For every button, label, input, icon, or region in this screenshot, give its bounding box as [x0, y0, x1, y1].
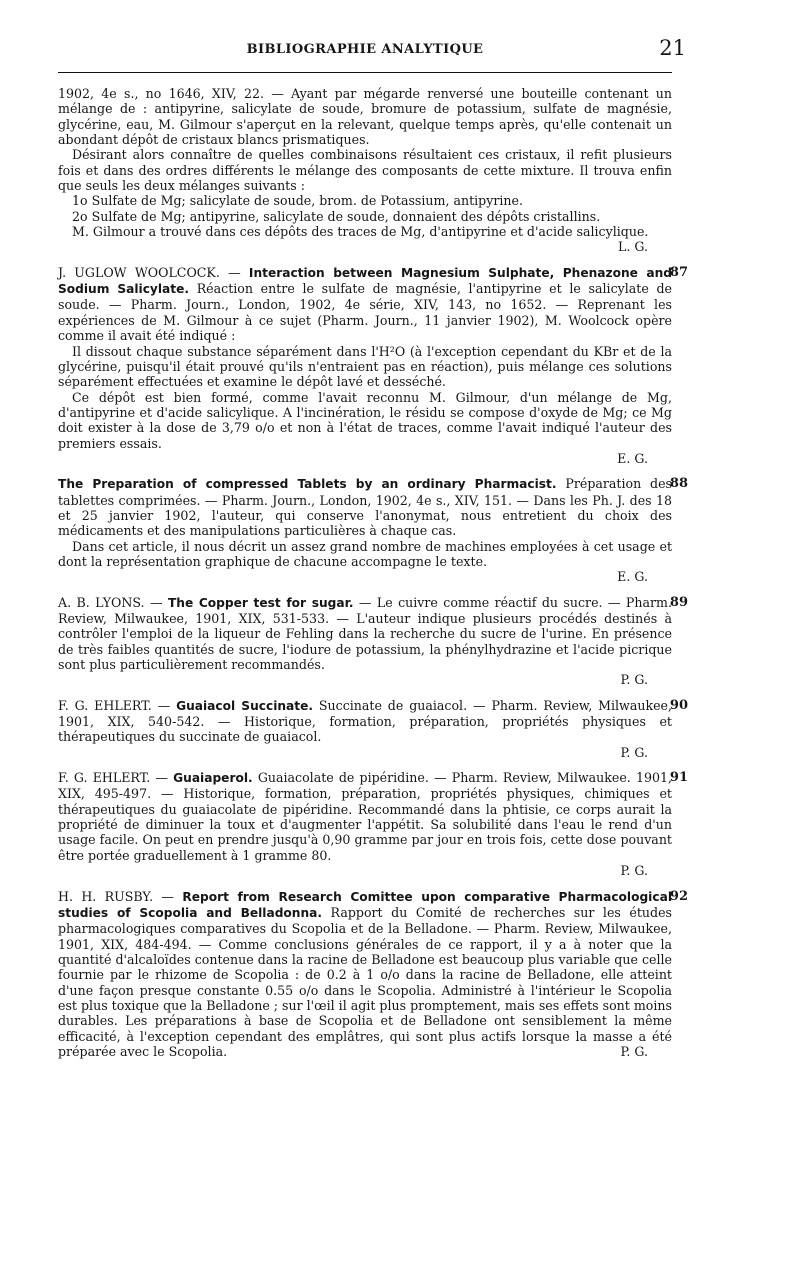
entry-text	[58, 698, 672, 745]
reviewer-initials: P. G.	[620, 672, 648, 688]
entry-author: A. B. LYONS.	[58, 594, 145, 610]
bibliography-entry-88	[58, 476, 688, 585]
paragraph: M. Gilmour a trouvé dans ces dépôts des traces de Mg, d'antipyrine et d'acide salicylique.	[72, 224, 649, 240]
entry-title: Guaiacol Succinate.	[176, 698, 314, 713]
continued-entry	[58, 86, 672, 255]
entry-number: 89	[669, 594, 688, 610]
reviewer-initials: E. G.	[617, 450, 648, 466]
entry-number: 92	[669, 888, 688, 904]
entry-summary: Le cuivre comme réactif du sucre. — Pharm. Review, Milwaukee, 1901, XIX, 531-533. — L'auteur indique plusieurs procédés destinés à contrôler l'emploi de la liqueur de Fehling dans la recherche du sucre de l'urine. En présence de très faibles quantités de sucre, l'iodure de potassium, la phénylhydrazine et l'acide picrique sont plus particulièrement recommandés.	[58, 594, 672, 673]
entry-author: F. G. EHLERT.	[58, 697, 152, 713]
entry-summary: Réaction entre le sulfate de magnésie, l'antipyrine et le salicylate de soude. — Pharm. Journ., London, 1902, 4e série, XIV, 143, no 1652. — Reprenant les expériences de M. Gilmour à ce sujet (Pharm. Journ., 11 janvier 1902), M. Woolcock opère comme il avait été indiqué :	[58, 281, 672, 344]
paragraph: A. B. LYONS. — The Copper test for sugar. — Le cuivre comme réactif du sucre. — Pharm. Review, Milwaukee, 1901, XIX, 531-533. — L'auteur indique plusieurs procédés destinés à contrôler l'emploi de la liqueur de Fehling dans la recherche du sucre de l'urine. En présence de très faibles quantités de sucre, l'iodure de potassium, la phénylhydrazine et l'acide picrique sont plus particulièrement recommandés.	[58, 594, 672, 673]
entry-title: Report from Research Comittee upon comparative Pharmacological studies of Scopolia and Belladonna.	[58, 889, 672, 920]
entry-summary: Succinate de guaiacol. — Pharm. Review, Milwaukee, 1901, XIX, 540-542. — Historique, formation, préparation, propriétés physiques et thérapeutiques du succinate de guaiacol.	[58, 697, 672, 745]
entry-number: 91	[669, 770, 688, 786]
page-body	[58, 86, 688, 1069]
page-header	[58, 36, 686, 68]
bibliography-entry-91	[58, 770, 688, 879]
entry-text	[58, 476, 672, 569]
running-head: BIBLIOGRAPHIE ANALYTIQUE	[246, 42, 484, 57]
entry-number: 87	[669, 264, 688, 280]
entry-title: Interaction between Magnesium Sulphate, Phenazone and Sodium Salicylate.	[58, 265, 672, 297]
reviewer-initials: L. G.	[618, 239, 648, 255]
paragraph: F. G. EHLERT. — Guaiacol Succinate. Succinate de guaiacol. — Pharm. Review, Milwaukee, 1901, XIX, 540-542. — Historique, formation, préparation, propriétés physiques et thérapeutiques du succinate de guaiacol.	[58, 697, 672, 745]
header-rule	[58, 72, 672, 73]
bibliography-entry-89	[58, 594, 688, 688]
page-number: 21	[659, 36, 686, 60]
entry-title: The Preparation of compressed Tablets by an ordinary Pharmacist.	[58, 477, 557, 492]
paragraph: J. UGLOW WOOLCOCK. — Interaction between Magnesium Sulphate, Phenazone and Sodium Salicylate. Réaction entre le sulfate de magnésie, l'antipyrine et le salicylate de soude. — Pharm. Journ., London, 1902, 4e série, XIV, 143, no 1652. — Reprenant les expériences de M. Gilmour à ce sujet (Pharm. Journ., 11 janvier 1902), M. Woolcock opère comme il avait été indiqué :	[58, 264, 672, 344]
bibliography-entry-90	[58, 697, 688, 760]
entry-number: 88	[669, 476, 688, 492]
entry-author: F. G. EHLERT.	[58, 770, 151, 786]
paragraph: H. H. RUSBY. — Report from Research Comittee upon comparative Pharmacological studies of Scopolia and Belladonna. Rapport du Comité de recherches sur les études pharmacologiques comparatives du Scopolia et de la Belladone. — Pharm. Review, Milwaukee, 1901, XIX, 484-494. — Comme conclusions générales de ce rapport, il y a à noter que la quantité d'alcaloïdes contenue dans la racine de Belladone est beaucoup plus variable que celle fournie par le rhizome de Scopolia : de 0.2 à 1 o/o dans la racine de Belladone, elle atteint d'une façon presque constante 0.55 o/o dans le Scopolia. Administré à l'intérieur le Scopolia est plus toxique que la Belladone ; sur l'œil il agit plus promptement, mais ses effets sont moins durables. Les préparations à base de Scopolia et de Belladone ont sensiblement la même efficacité, à l'exception cependant des emplâtres, qui sont plus actifs lorsque la masse a été préparée avec le Scopolia. P. G.	[58, 888, 672, 1059]
reviewer-initials: E. G.	[617, 569, 648, 585]
reviewer-initials: P. G.	[620, 863, 648, 879]
entry-text	[58, 595, 672, 673]
paragraph: 2o Sulfate de Mg; antipyrine, salicylate de soude, donnaient des dépôts cristallins.	[72, 208, 601, 224]
bibliography-entry-92	[58, 888, 688, 1060]
entry-text	[58, 889, 672, 1060]
bibliography-entry-87	[58, 264, 688, 466]
entry-author: J. UGLOW WOOLCOCK.	[58, 264, 220, 280]
paragraph: Ce dépôt est bien formé, comme l'avait reconnu M. Gilmour, d'un mélange de Mg, d'antipyrine et d'acide salicylique. A l'incinération, le résidu se compose d'oxyde de Mg; ce Mg doit exister à la dose de 3,79 o/o et non à l'état de traces, comme l'avait indiqué l'auteur des premiers essais.	[58, 389, 672, 451]
entry-summary: Préparation des tablettes comprimées. — Pharm. Journ., London, 1902, 4e s., XIV, 151. — Dans les Ph. J. des 18 et 25 janvier 1902, l'auteur, qui conserve l'anonymat, nous entretient du choix des médicaments et des manipulations particulières à chaque cas.	[58, 476, 673, 539]
paragraph: Désirant alors connaître de quelles combinaisons résultaient ces cristaux, il refit plusieurs fois et dans des ordres différents le mélange des composants de cette mixture. Il trouva enfin que seuls les deux mélanges suivants :	[58, 147, 672, 194]
reviewer-initials: P. G.	[620, 744, 648, 760]
entry-text	[58, 86, 672, 239]
paragraph: Il dissout chaque substance séparément dans l'H²O (à l'exception cependant du KBr et de la glycérine, puisqu'il était prouvé qu'ils n'entraient pas en réaction), puis mélange ces solutions séparément effectuées et examine le dépôt lavé et desséché.	[58, 343, 672, 390]
entry-number: 90	[669, 697, 688, 713]
entry-title: The Copper test for sugar.	[167, 595, 354, 610]
entry-summary: Guaiacolate de pipéridine. — Pharm. Review, Milwaukee. 1901, XIX, 495-497. — Historique, formation, préparation, propriétés physiques, chimiques et thérapeutiques du guaiacolate de pipéridine. Recommandé dans la phtisie, ce corps aurait la propriété de diminuer la toux et d'augmenter l'appétit. Sa solubilité dans l'eau le rend d'un usage facile. On peut en prendre jusqu'à 0,90 gramme par jour en trois fois, cette dose pouvant être portée graduellement à 1 gramme 80.	[58, 770, 672, 863]
paragraph: F. G. EHLERT. — Guaiaperol. Guaiacolate de pipéridine. — Pharm. Review, Milwaukee. 1901, XIX, 495-497. — Historique, formation, préparation, propriétés physiques, chimiques et thérapeutiques du guaiacolate de pipéridine. Recommandé dans la phtisie, ce corps aurait la propriété de diminuer la toux et d'augmenter l'appétit. Sa solubilité dans l'eau le rend d'un usage facile. On peut en prendre jusqu'à 0,90 gramme par jour en trois fois, cette dose pouvant être portée graduellement à 1 gramme 80.	[58, 770, 672, 863]
reviewer-initials: P. G.	[620, 1043, 648, 1059]
paragraph: 1902, 4e s., no 1646, XIV, 22. — Ayant par mégarde renversé une bouteille contenant un mélange de : antipyrine, salicylate de soude, bromure de potassium, sulfate de magnésie, glycérine, eau, M. Gilmour s'aperçut en la relevant, quelque temps après, qu'elle contenait un abondant dépôt de cristaux blancs prismatiques.	[58, 86, 672, 148]
entry-summary: Rapport du Comité de recherches sur les études pharmacologiques comparatives du Scopolia et de la Belladone. — Pharm. Review, Milwaukee, 1901, XIX, 484-494. — Comme conclusions générales de ce rapport, il y a à noter que la quantité d'alcaloïdes contenue dans la racine de Belladone est beaucoup plus variable que celle fournie par le rhizome de Scopolia : de 0.2 à 1 o/o dans la racine de Belladone, elle atteint d'une façon presque constante 0.55 o/o dans le Scopolia. Administré à l'intérieur le Scopolia est plus toxique que la Belladone ; sur l'œil il agit plus promptement, mais ses effets sont moins durables. Les préparations à base de Scopolia et de Belladone ont sensiblement la même efficacité, à l'exception cependant des emplâtres, qui sont plus actifs lorsque la masse a été préparée avec le Scopolia.	[58, 904, 672, 1059]
entry-author: H. H. RUSBY.	[58, 888, 154, 904]
paragraph: 1o Sulfate de Mg; salicylate de soude, brom. de Potassium, antipyrine.	[72, 193, 523, 209]
entry-text	[58, 265, 672, 451]
paragraph	[58, 476, 672, 538]
entry-title: Guaiaperol.	[173, 771, 253, 786]
paragraph: Dans cet article, il nous décrit un assez grand nombre de machines employées à cet usage et dont la représentation graphique de chacune accompagne le texte.	[58, 538, 672, 569]
entry-text	[58, 770, 672, 863]
